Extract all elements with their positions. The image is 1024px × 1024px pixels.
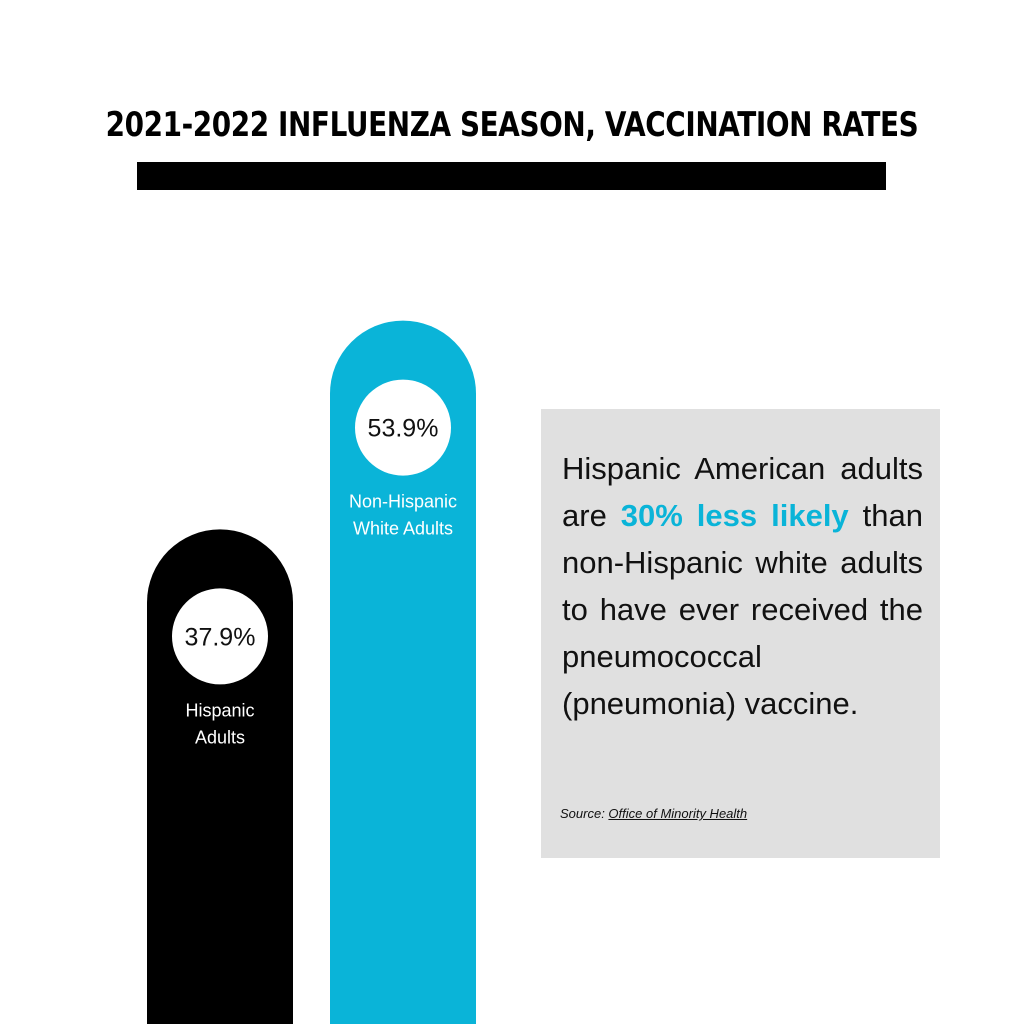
- category-label-1-line-1: Hispanic: [185, 700, 255, 721]
- source-line: [560, 806, 747, 821]
- info-text-before: Hispanic American adults are: [562, 451, 923, 533]
- chart-title: 2021-2022 INFLUENZA SEASON, VACCINATION RATES: [105, 105, 919, 145]
- value-label-2: 53.9%: [367, 414, 439, 443]
- category-label-2-line-2: White Adults: [352, 518, 454, 539]
- info-text-after: than non-Hispanic white adults to have ever received the pneumococcal: [562, 498, 923, 674]
- value-label-1: 37.9%: [184, 623, 256, 652]
- info-highlight: 30% less likely: [620, 498, 849, 533]
- bar-group-2: [330, 321, 476, 1024]
- info-text: [562, 445, 923, 727]
- source-link[interactable]: Office of Minority Health: [608, 806, 748, 821]
- source-label: Source:: [560, 806, 609, 821]
- bar-group-1: [147, 529, 293, 1024]
- info-box: [541, 409, 940, 858]
- category-label-2-line-1: Non-Hispanic: [348, 491, 458, 512]
- info-text-last: (pneumonia) vaccine.: [562, 686, 859, 721]
- category-label-1-line-2: Adults: [194, 727, 246, 748]
